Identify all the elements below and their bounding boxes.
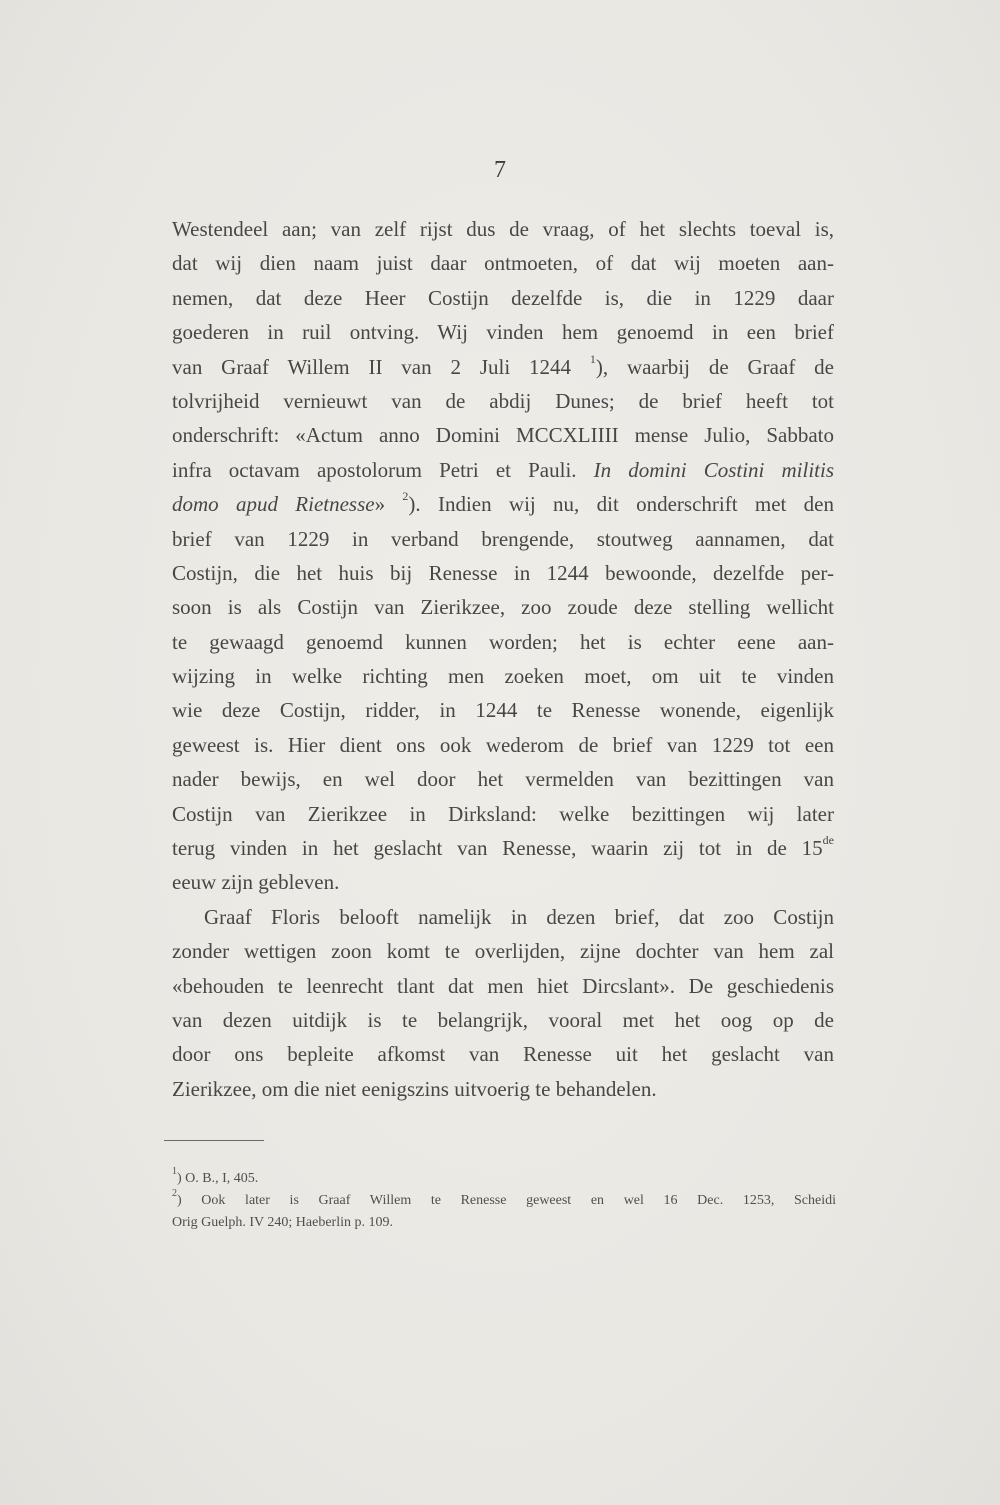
text-line-18: Costijn van Zierikzee in Dirksland: welke bezittingen wij later [172, 801, 834, 826]
footnote-divider [164, 1140, 264, 1141]
latin-quote-italic-2: domo apud Rietnesse [172, 492, 375, 517]
text-line-5 [172, 350, 834, 384]
text-line-3: nemen, dat deze Heer Costijn dezelfde is, die in 1229 daar [172, 285, 834, 310]
latin-quote-italic-1: In domini Costini militis [593, 457, 834, 482]
footnote-ref-1[interactable]: 1 [589, 351, 596, 366]
text-line-19-start: terug vinden in het geslacht van Renesse, waarin zij tot in de 15 [172, 836, 823, 861]
closing-quote: » [374, 492, 386, 517]
text-line-5-start: van Graaf Willem II van 2 Juli 1244 [172, 354, 572, 379]
text-line-17: nader bewijs, en wel door het vermelden van bezittingen van [172, 767, 834, 792]
footnote-1-text: ) O. B., I, 405. [177, 1171, 259, 1186]
text-line-6: tolvrijheid vernieuwt van de abdij Dunes; de brief heeft tot [172, 388, 834, 413]
text-line-7: onderschrift: «Actum anno Domini MCCXLIIII mense Julio, Sabbato [172, 423, 834, 448]
footnotes [172, 1168, 836, 1234]
footnote-2-line-2: Orig Guelph. IV 240; Haeberlin p. 109. [172, 1215, 393, 1230]
text-line-22: zonder wettigen zoon komt te overlijden, zijne dochter van hem zal [172, 939, 834, 964]
text-line-14: wijzing in welke richting men zoeken moet, om uit te vinden [172, 664, 834, 689]
text-line-8 [172, 453, 834, 487]
footnote-2-text: ) Ook later is Graaf Willem te Renesse geweest en wel 16 Dec. 1253, Scheidi [177, 1193, 836, 1208]
text-line-20: eeuw zijn gebleven. [172, 870, 340, 895]
text-line-24: van dezen uitdijk is te belangrijk, vooral met het oog op de [172, 1007, 834, 1032]
text-line-13: te gewaagd genoemd kunnen worden; het is echter eene aan- [172, 629, 834, 654]
text-line-12: soon is als Costijn van Zierikzee, zoo zoude deze stelling wellicht [172, 595, 834, 620]
ordinal-superscript: de [822, 833, 834, 848]
footnote-1-mark: 1 [172, 1166, 177, 1178]
text-line-5-end: ), waarbij de Graaf de [595, 354, 834, 379]
body-text [172, 212, 834, 1106]
text-line-2: dat wij dien naam juist daar ontmoeten, of dat wij moeten aan- [172, 251, 834, 276]
text-line-23: «behouden te leenrecht tlant dat men hiet Dircslant». De geschiedenis [172, 973, 834, 998]
text-line-10: brief van 1229 in verband brengende, stoutweg aannamen, dat [172, 526, 834, 551]
text-line-11: Costijn, die het huis bij Renesse in 1244 bewoonde, dezelfde per- [172, 560, 834, 585]
footnote-2-line-1 [172, 1190, 836, 1212]
text-line-1: Westendeel aan; van zelf rijst dus de vraag, of het slechts toeval is, [172, 217, 834, 241]
page-number: 7 [494, 157, 506, 183]
text-line-16: geweest is. Hier dient ons ook wederom de brief van 1229 tot een [172, 732, 834, 757]
text-line-8-start: infra octavam apostolorum Petri et Pauli. [172, 457, 577, 482]
footnote-2-mark: 2 [172, 1188, 177, 1200]
text-line-4: goederen in ruil ontving. Wij vinden hem genoemd in een brief [172, 320, 834, 345]
text-line-9 [172, 487, 834, 521]
footnote-ref-2[interactable]: 2 [402, 489, 409, 504]
text-line-9-end: ). Indien wij nu, dit onderschrift met den [408, 492, 834, 517]
text-line-19 [172, 831, 834, 865]
footnote-1 [172, 1168, 836, 1190]
text-line-26: Zierikzee, om die niet eenigszins uitvoerig te behandelen. [172, 1076, 657, 1101]
text-line-25: door ons bepleite afkomst van Renesse uit het geslacht van [172, 1042, 834, 1067]
text-line-15: wie deze Costijn, ridder, in 1244 te Renesse wonende, eigenlijk [172, 698, 834, 723]
text-line-21: Graaf Floris belooft namelijk in dezen brief, dat zoo Costijn [204, 904, 834, 929]
